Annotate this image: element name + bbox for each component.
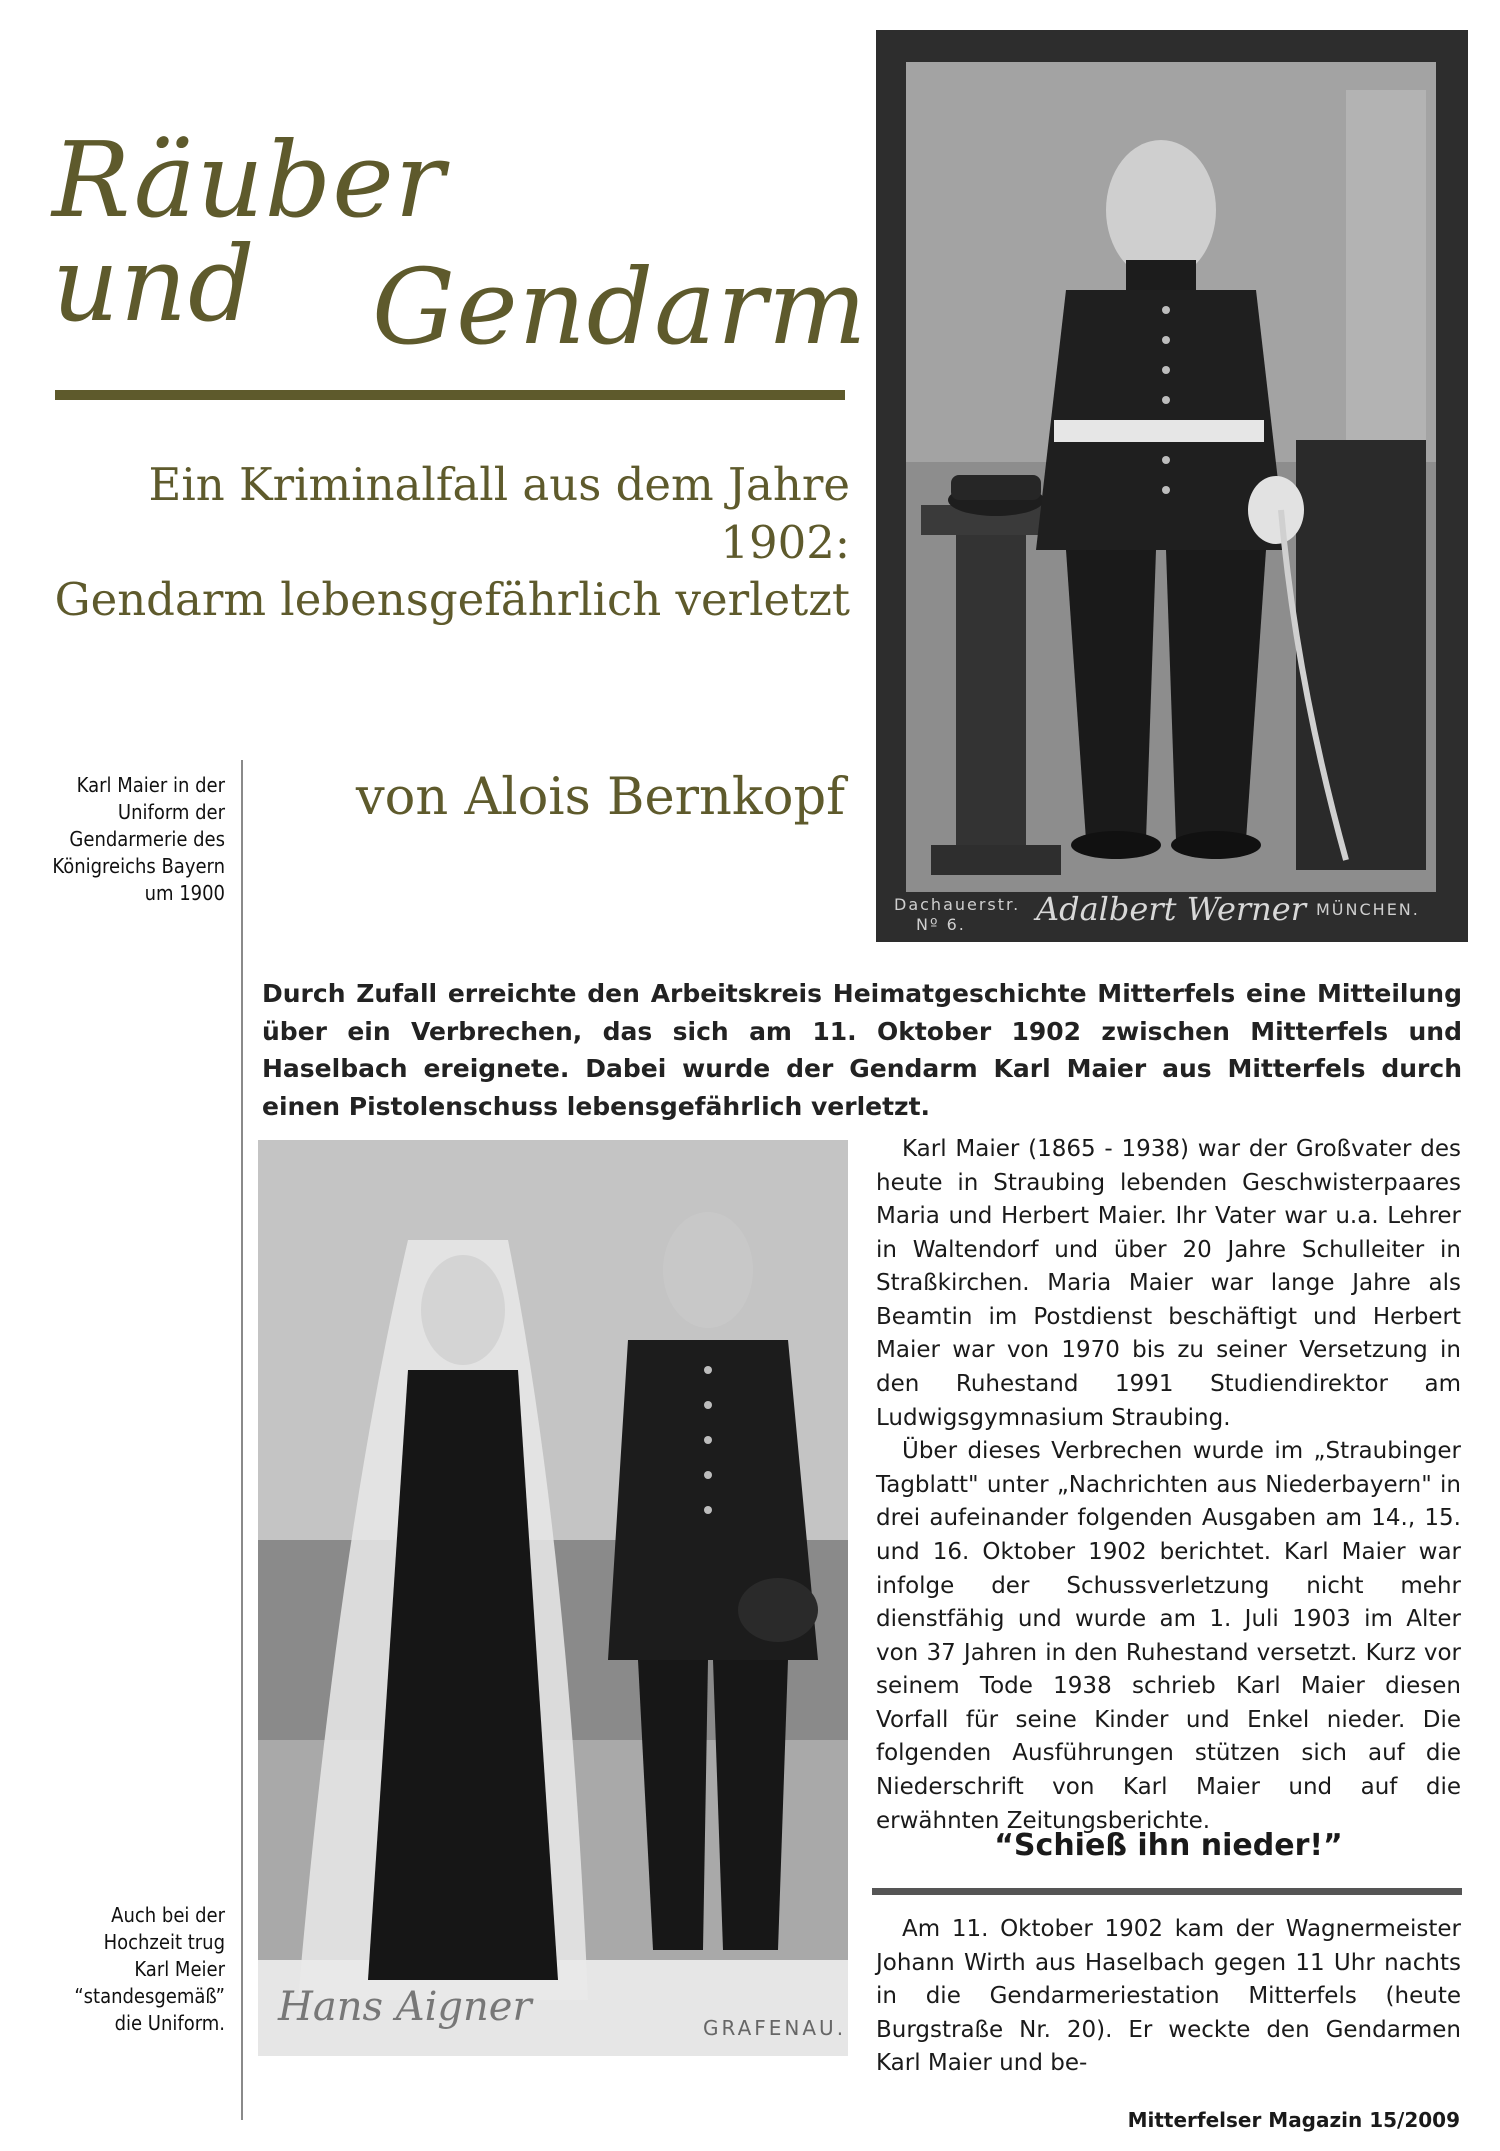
title-line-1: Räuber und xyxy=(52,119,446,345)
studio-address-2: Nº 6. xyxy=(916,915,966,934)
lead-paragraph: Durch Zufall erreichte den Arbeitskreis Heimatgeschichte Mitterfels eine Mitteilung über ein Verbrechen, das sich am 11. Oktober 1902 zwischen Mitterfels und Haselbach ereignete. Dabei wurde der Gendarm Karl Maier aus Mitterfels durch einen Pistolenschuss lebensgefährlich verletzt. xyxy=(262,979,1462,1121)
subtitle-line-1: Ein Kriminalfall aus dem Jahre 1902: xyxy=(148,458,850,569)
portrait-caption: Karl Maier in der Uniform der Gendarmerie des Königreichs Bayern um 1900 xyxy=(52,773,225,905)
studio-address-1: Dachauerstr. xyxy=(894,895,1021,914)
body-column-2 xyxy=(876,1913,1461,2081)
page-footer: Mitterfelser Magazin 15/2009 xyxy=(1127,2108,1460,2132)
title-line-2: Gendarm xyxy=(372,246,868,368)
portrait-photo xyxy=(876,30,1468,942)
wedding-caption: Auch bei der Hochzeit trug Karl Meier “standesgemäß” die Uniform. xyxy=(74,1903,225,2035)
wedding-studio-city: GRAFENAU. xyxy=(703,2016,847,2040)
title-rule xyxy=(55,390,845,400)
wedding-photo xyxy=(258,1140,848,2056)
subtitle-line-2: Gendarm lebensgefährlich verletzt xyxy=(54,573,850,627)
studio-name: Adalbert Werner xyxy=(1036,890,1307,928)
body-column xyxy=(876,1133,1461,1838)
author-byline: von Alois Bernkopf xyxy=(355,768,845,827)
caption-divider xyxy=(241,760,243,2120)
wedding-studio-name: Hans Aigner xyxy=(278,1984,532,2030)
section-rule xyxy=(872,1888,1462,1895)
body-paragraph-3: Am 11. Oktober 1902 kam der Wagnermeister Johann Wirth aus Haselbach gegen 11 Uhr nachts in die Gendarmeriestation Mitterfels (heute Burgstraße Nr. 20). Er weckte den Gendarmen Karl Maier und be- xyxy=(876,1916,1461,2077)
body-paragraph-2: Über dieses Verbrechen wurde im „Straubinger Tagblatt" unter „Nachrichten aus Niederbayern" in drei aufeinander folgenden Ausgaben am 14., 15. und 16. Oktober 1902 berichtet. Karl Maier war infolge der Schussverletzung nicht mehr dienstfähig und wurde am 1. Juli 1903 im Alter von 37 Jahren in den Ruhestand versetzt. Kurz vor seinem Tode 1938 schrieb Karl Maier diesen Vorfall für seine Kinder und Enkel nieder. Die folgenden Ausführungen stützen sich auf die Niederschrift von Karl Maier und auf die erwähnten Zeitungsberichte. xyxy=(876,1438,1461,1834)
body-paragraph-1: Karl Maier (1865 - 1938) war der Großvater des heute in Straubing lebenden Geschwisterpaares Maria und Herbert Maier. Ihr Vater war u.a. Lehrer in Waltendorf und über 20 Jahre Schulleiter in Straßkirchen. Maria Maier war lange Jahre als Beamtin im Postdienst beschäftigt und Herbert Maier war von 1970 bis zu seiner Versetzung in den Ruhestand 1991 Studiendirektor am Ludwigsgymnasium Straubing. xyxy=(876,1136,1461,1431)
subtitle xyxy=(40,456,850,629)
studio-city: MÜNCHEN. xyxy=(1316,900,1420,919)
section-heading: “Schieß ihn nieder!” xyxy=(994,1828,1343,1863)
